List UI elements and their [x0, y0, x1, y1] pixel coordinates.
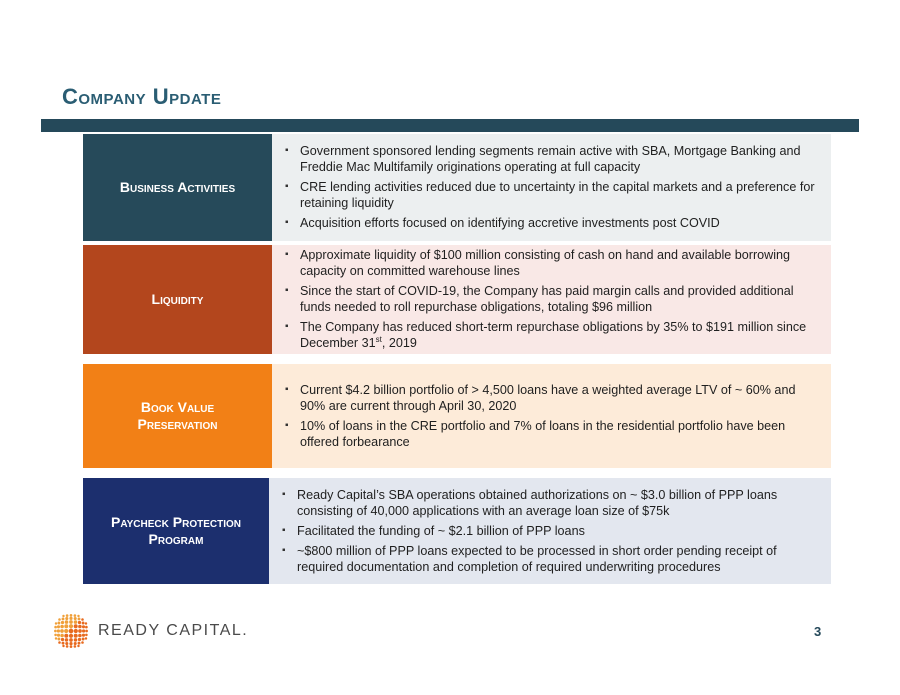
logo-dot — [74, 629, 78, 633]
logo-dot — [55, 622, 57, 624]
logo-dot — [82, 634, 85, 637]
logo-dot — [85, 634, 88, 637]
logo-dot — [58, 618, 61, 621]
logo-dot — [82, 638, 85, 641]
logo-dot — [74, 620, 78, 624]
logo-dot — [57, 638, 60, 641]
logo-dot — [78, 617, 81, 620]
logo-dot — [61, 621, 64, 624]
logo-dot — [65, 642, 68, 645]
logo-dot — [65, 638, 69, 642]
logo-dot — [70, 614, 73, 617]
section-label: Liquidity — [83, 245, 272, 354]
logo-dot — [74, 645, 77, 648]
logo-dot — [78, 634, 82, 638]
bullet-item: ▪ Acquisition efforts focused on identifying accretive investments post COVID — [272, 215, 831, 231]
section-body — [272, 134, 831, 241]
logo-dot — [65, 620, 69, 624]
logo-dot — [85, 626, 88, 629]
bullet-item: ▪ Current $4.2 billion portfolio of > 4,500 loans have a weighted average LTV of ~ 60% and 90% are current through April 30, 2020 — [272, 382, 831, 414]
logo-dot — [60, 629, 64, 633]
logo-dot — [54, 634, 57, 637]
logo-dot — [78, 638, 81, 641]
section-book-value-preservation — [83, 364, 831, 468]
logo-dot — [74, 642, 77, 645]
logo-dot — [78, 629, 82, 633]
logo-dot — [62, 645, 64, 647]
logo-dot — [69, 642, 72, 645]
section-liquidity — [83, 245, 831, 354]
logo-mark-icon — [52, 612, 90, 650]
logo-text: READY CAPITAL. — [98, 622, 249, 639]
title-rule — [41, 119, 859, 132]
logo-dot — [69, 629, 74, 634]
logo-dot — [77, 615, 79, 617]
page-number: 3 — [814, 624, 822, 639]
logo-dot — [78, 625, 82, 629]
logo-dot — [57, 622, 60, 625]
logo-dot — [78, 621, 81, 624]
logo-dot — [82, 629, 85, 632]
logo-dot — [62, 642, 65, 645]
logo-dot — [74, 614, 77, 617]
logo-dot — [54, 630, 57, 633]
logo-dot — [85, 622, 87, 624]
logo-dot — [70, 645, 73, 648]
logo-dot — [74, 624, 78, 628]
logo-dot — [66, 614, 69, 617]
bullet-item: ▪ Approximate liquidity of $100 million consisting of cash on hand and available borrowing capacity on committed warehouse lines — [272, 247, 831, 279]
logo-dot — [85, 637, 87, 639]
bullet-item: ▪ ~$800 million of PPP loans expected to be processed in short order pending receipt of required documentation and completion of required underwriting procedures — [269, 543, 831, 575]
bullet-item: ▪ 10% of loans in the CRE portfolio and 7% of loans in the residential portfolio have been offered forbearance — [272, 418, 831, 450]
bullet-item — [272, 319, 831, 351]
logo-dot — [82, 625, 85, 628]
company-logo — [52, 612, 248, 650]
logo-dot — [74, 634, 78, 638]
page-title: Company Update — [62, 84, 222, 109]
bullet-item: ▪ Facilitated the funding of ~ $2.1 billion of PPP loans — [269, 523, 831, 539]
logo-dot — [78, 642, 81, 645]
logo-dot — [69, 620, 73, 624]
logo-dot — [77, 645, 79, 647]
logo-dot — [55, 637, 57, 639]
logo-dot — [54, 626, 57, 629]
logo-dot — [69, 634, 73, 638]
bullet-item: ▪ Government sponsored lending segments remain active with SBA, Mortgage Banking and Freddie Mac Multifamily originations operating at full capacity — [272, 143, 831, 175]
section-body — [272, 245, 831, 354]
bullet-item: ▪ Since the start of COVID-19, the Company has paid margin calls and provided additional funds needed to roll repurchase obligations, totaling $96 million — [272, 283, 831, 315]
section-label: Paycheck Protection Program — [83, 478, 269, 584]
section-body — [272, 364, 831, 468]
logo-dot — [58, 641, 61, 644]
section-label: Book Value Preservation — [83, 364, 272, 468]
logo-dot — [82, 622, 85, 625]
logo-dot — [74, 638, 78, 642]
logo-dot — [64, 629, 68, 633]
logo-dot — [60, 634, 64, 638]
ordinal-suffix: st — [375, 334, 382, 344]
logo-dot — [64, 624, 68, 628]
bullet-item: ▪ CRE lending activities reduced due to uncertainty in the capital markets and a preference for retaining liquidity — [272, 179, 831, 211]
bullet-item: ▪ Ready Capital’s SBA operations obtained authorizations on ~ $3.0 billion of PPP loans consisting of 40,000 applications with an average loan size of $75k — [269, 487, 831, 519]
logo-dot — [69, 624, 73, 628]
logo-dot — [57, 625, 60, 628]
section-body — [269, 478, 831, 584]
logo-dot — [74, 617, 77, 620]
logo-dot — [65, 617, 68, 620]
logo-dot — [69, 638, 73, 642]
logo-dot — [81, 641, 84, 644]
section-label: Business Activities — [83, 134, 272, 241]
section-paycheck-protection-program — [83, 478, 831, 584]
bullet-text-end: , 2019 — [381, 336, 417, 350]
logo-dot — [66, 645, 69, 648]
bullet-text: The Company has reduced short-term repurchase obligations by 35% to $191 million since December 31 — [300, 320, 807, 350]
logo-dot — [62, 615, 64, 617]
section-business-activities — [83, 134, 831, 241]
logo-dot — [62, 617, 65, 620]
logo-dot — [60, 625, 64, 629]
logo-dot — [57, 629, 60, 632]
logo-dot — [69, 617, 72, 620]
logo-dot — [57, 634, 60, 637]
logo-dot — [81, 618, 84, 621]
logo-dot — [64, 634, 68, 638]
logo-dot — [85, 630, 88, 633]
logo-dot — [61, 638, 64, 641]
